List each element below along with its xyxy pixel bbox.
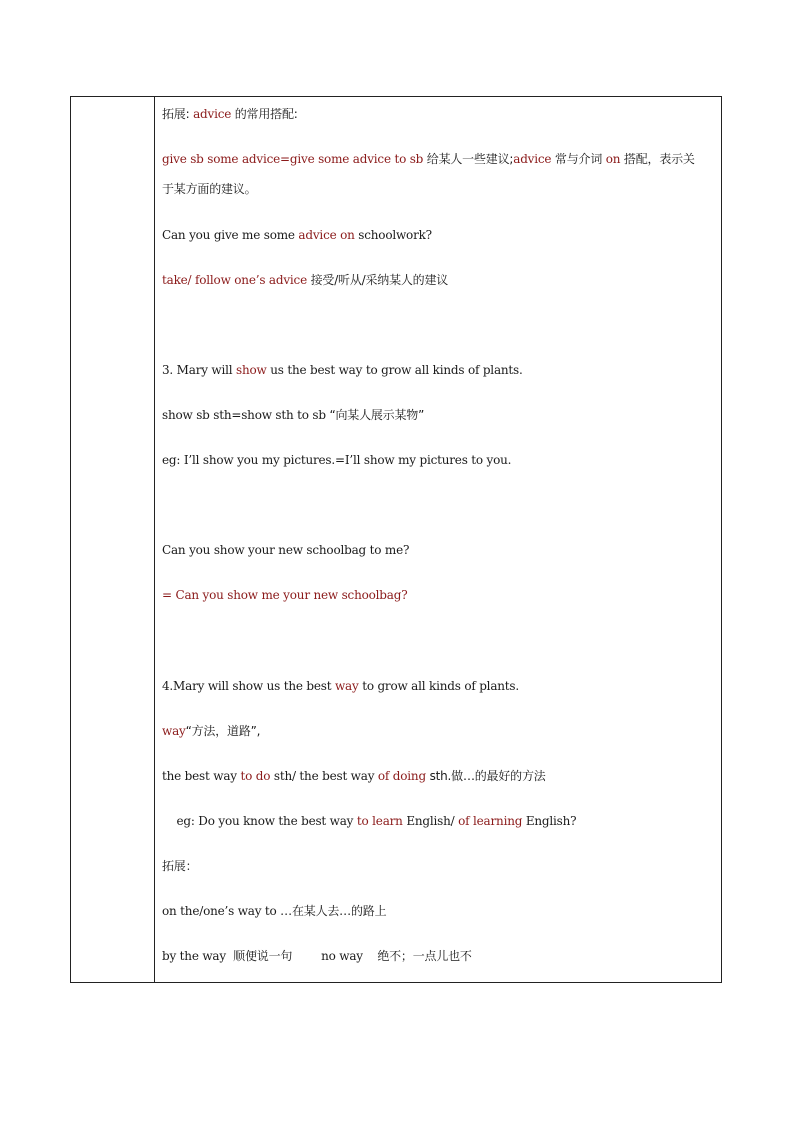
line-show-example: eg: I’ll show you my pictures.=I’ll show my pictures to you.: [162, 453, 512, 467]
table-frame: [70, 96, 722, 983]
line-advice-meaning: 于某方面的建议。: [162, 182, 257, 196]
line-advice-extension: 拓展: advice 的常用搭配:: [162, 107, 298, 121]
line-item-4: 4.Mary will show us the best way to grow all kinds of plants.: [162, 679, 519, 693]
line-schoolbag-rewrite: = Can you show me your new schoolbag?: [162, 588, 408, 602]
line-schoolbag-question: Can you show your new schoolbag to me?: [162, 543, 410, 557]
line-on-the-way: on the/one’s way to …在某人去…的路上: [162, 904, 387, 918]
column-divider: [154, 97, 155, 982]
line-way-meaning: way“方法，道路”,: [162, 724, 261, 738]
line-show-structure: show sb sth=show sth to sb “向某人展示某物”: [162, 408, 425, 422]
line-way-example: eg: Do you know the best way to learn English/ of learning English?: [162, 814, 577, 828]
line-take-advice: take/ follow one’s advice 接受/听从/采纳某人的建议: [162, 273, 449, 287]
line-advice-example: Can you give me some advice on schoolwork?: [162, 228, 432, 242]
line-best-way: the best way to do sth/ the best way of doing sth.做…的最好的方法: [162, 769, 546, 783]
line-give-advice: give sb some advice=give some advice to sb 给某人一些建议;advice 常与介词 on 搭配，表示关: [162, 152, 695, 166]
line-extension-heading: 拓展：: [162, 859, 198, 873]
line-item-3: 3. Mary will show us the best way to grow all kinds of plants.: [162, 363, 523, 377]
line-by-the-way: by the way 顺便说一句 no way 绝不；一点儿也不: [162, 949, 472, 963]
